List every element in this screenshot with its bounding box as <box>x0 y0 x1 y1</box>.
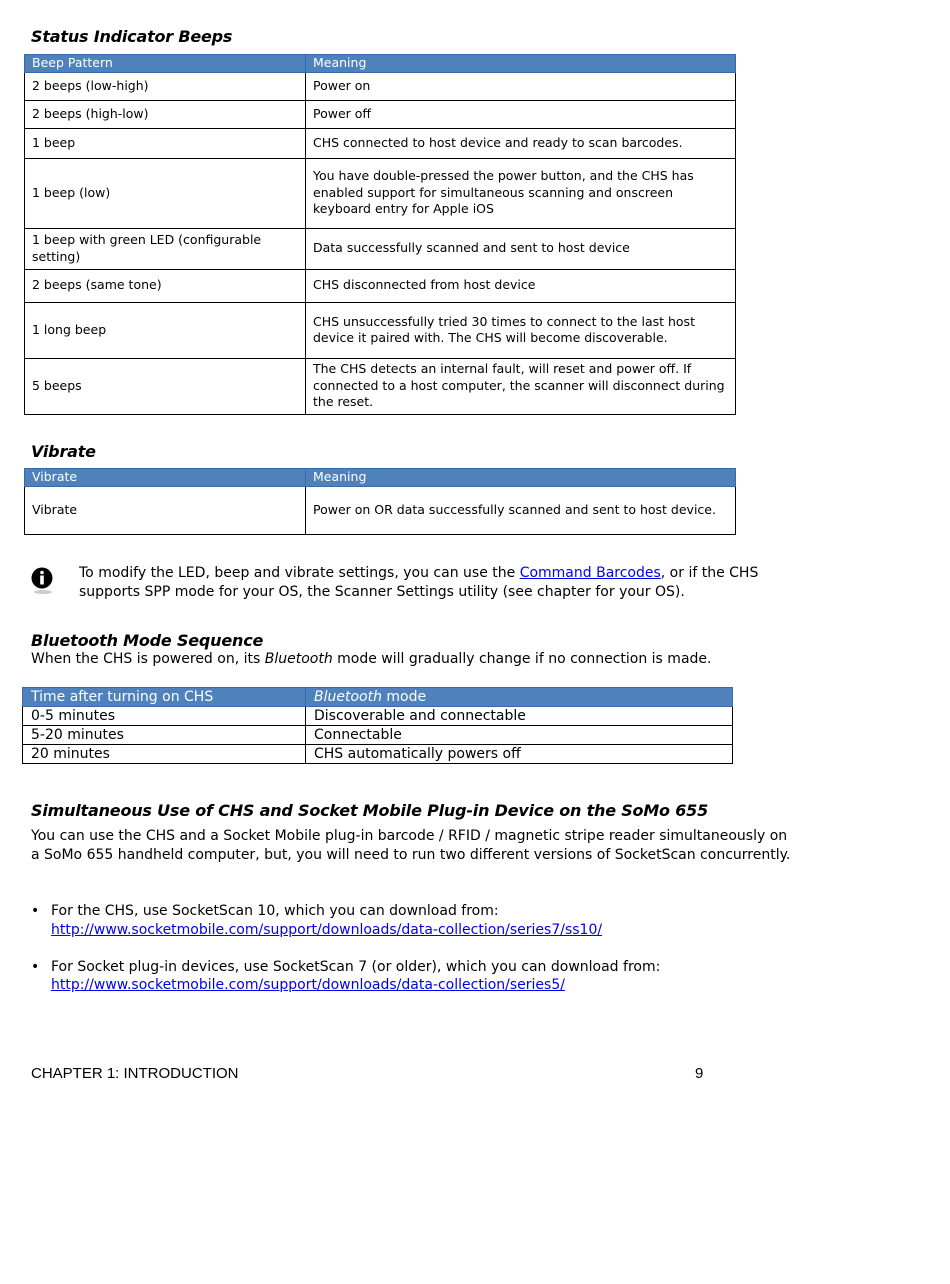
header-vibrate: Vibrate <box>25 469 306 487</box>
cell: 1 beep with green LED (configurable setting) <box>25 228 306 269</box>
cell: You have double-pressed the power button, and the CHS has enabled support for simultaneous scanning and onscreen keyboard entry for Apple iOS <box>306 158 736 228</box>
header-time: Time after turning on CHS <box>23 688 306 707</box>
header-meaning: Meaning <box>306 469 736 487</box>
cell: CHS connected to host device and ready to scan barcodes. <box>306 128 736 158</box>
note-text <box>79 564 779 601</box>
cell: 0-5 minutes <box>23 707 306 726</box>
cell: Power off <box>306 100 736 128</box>
cell: 5 beeps <box>25 358 306 414</box>
cell: 5-20 minutes <box>23 726 306 745</box>
table-header <box>23 688 733 707</box>
footer-chapter: CHAPTER 1: INTRODUCTION <box>31 1065 239 1082</box>
bluetooth-title: Bluetooth Mode Sequence <box>31 631 264 650</box>
table-row <box>25 269 736 302</box>
cell: 1 beep <box>25 128 306 158</box>
footer-page-number: 9 <box>695 1065 704 1082</box>
cell: CHS disconnected from host device <box>306 269 736 302</box>
info-icon <box>31 567 55 595</box>
bullet-text: For the CHS, use SocketScan 10, which you can download from: <box>51 903 499 919</box>
table-row <box>25 158 736 228</box>
table-row <box>25 358 736 414</box>
cell: 2 beeps (same tone) <box>25 269 306 302</box>
status-beeps-title: Status Indicator Beeps <box>31 27 233 46</box>
table-row <box>25 128 736 158</box>
vibrate-table <box>24 468 736 535</box>
intro-before: When the CHS is powered on, its <box>31 651 265 667</box>
intro-after: mode will gradually change if no connection is made. <box>332 651 712 667</box>
cell: Power on <box>306 72 736 100</box>
ss10-download-link[interactable]: http://www.socketmobile.com/support/downloads/data-collection/series7/ss10/ <box>51 921 603 938</box>
table-header <box>25 469 736 487</box>
cell: CHS unsuccessfully tried 30 times to connect to the last host device it paired with. The CHS will become discoverable. <box>306 302 736 358</box>
cell: Data successfully scanned and sent to host device <box>306 228 736 269</box>
status-beeps-table <box>24 54 736 415</box>
cell: 20 minutes <box>23 745 306 764</box>
cell: Discoverable and connectable <box>306 707 733 726</box>
list-item <box>23 958 783 995</box>
note-text-before: To modify the LED, beep and vibrate settings, you can use the <box>79 565 520 581</box>
table-row <box>25 302 736 358</box>
table-row <box>25 100 736 128</box>
table-row <box>25 72 736 100</box>
table-row <box>25 228 736 269</box>
note-text-after: , or if the CHS supports SPP mode for your OS, the Scanner Settings utility (see chapter for your OS). <box>79 565 759 600</box>
cell: 2 beeps (low-high) <box>25 72 306 100</box>
cell: CHS automatically powers off <box>306 745 733 764</box>
list-item <box>23 902 783 939</box>
header-mode <box>306 688 733 707</box>
cell: 1 long beep <box>25 302 306 358</box>
intro-italic: Bluetooth <box>264 651 333 667</box>
simultaneous-body: You can use the CHS and a Socket Mobile plug-in barcode / RFID / magnetic stripe reader simultaneously on a SoMo 655 handheld computer, but, you will need to run two different versions of SocketScan concurrently. <box>31 828 791 863</box>
cell: Connectable <box>306 726 733 745</box>
header-beep-pattern: Beep Pattern <box>25 55 306 73</box>
table-header <box>25 55 736 73</box>
bluetooth-table <box>22 687 733 764</box>
table-row <box>23 726 733 745</box>
bluetooth-intro <box>31 650 831 669</box>
header-mode-rest: mode <box>381 688 427 705</box>
header-mode-italic: Bluetooth <box>314 688 382 705</box>
cell: The CHS detects an internal fault, will reset and power off. If connected to a host computer, the scanner will disconnect during the reset. <box>306 358 736 414</box>
table-row <box>23 745 733 764</box>
table-row <box>25 486 736 534</box>
table-row <box>23 707 733 726</box>
simultaneous-title: Simultaneous Use of CHS and Socket Mobile Plug-in Device on the SoMo 655 <box>31 801 709 820</box>
cell: 2 beeps (high-low) <box>25 100 306 128</box>
header-meaning: Meaning <box>306 55 736 73</box>
command-barcodes-link[interactable]: Command Barcodes <box>519 565 661 581</box>
cell: Vibrate <box>25 486 306 534</box>
cell: Power on OR data successfully scanned and sent to host device. <box>306 486 736 534</box>
series5-download-link[interactable]: http://www.socketmobile.com/support/downloads/data-collection/series5/ <box>51 977 565 993</box>
download-list <box>23 902 783 995</box>
cell: 1 beep (low) <box>25 158 306 228</box>
bullet-text: For Socket plug-in devices, use SocketScan 7 (or older), which you can download from: <box>51 958 661 975</box>
vibrate-title: Vibrate <box>31 442 96 461</box>
